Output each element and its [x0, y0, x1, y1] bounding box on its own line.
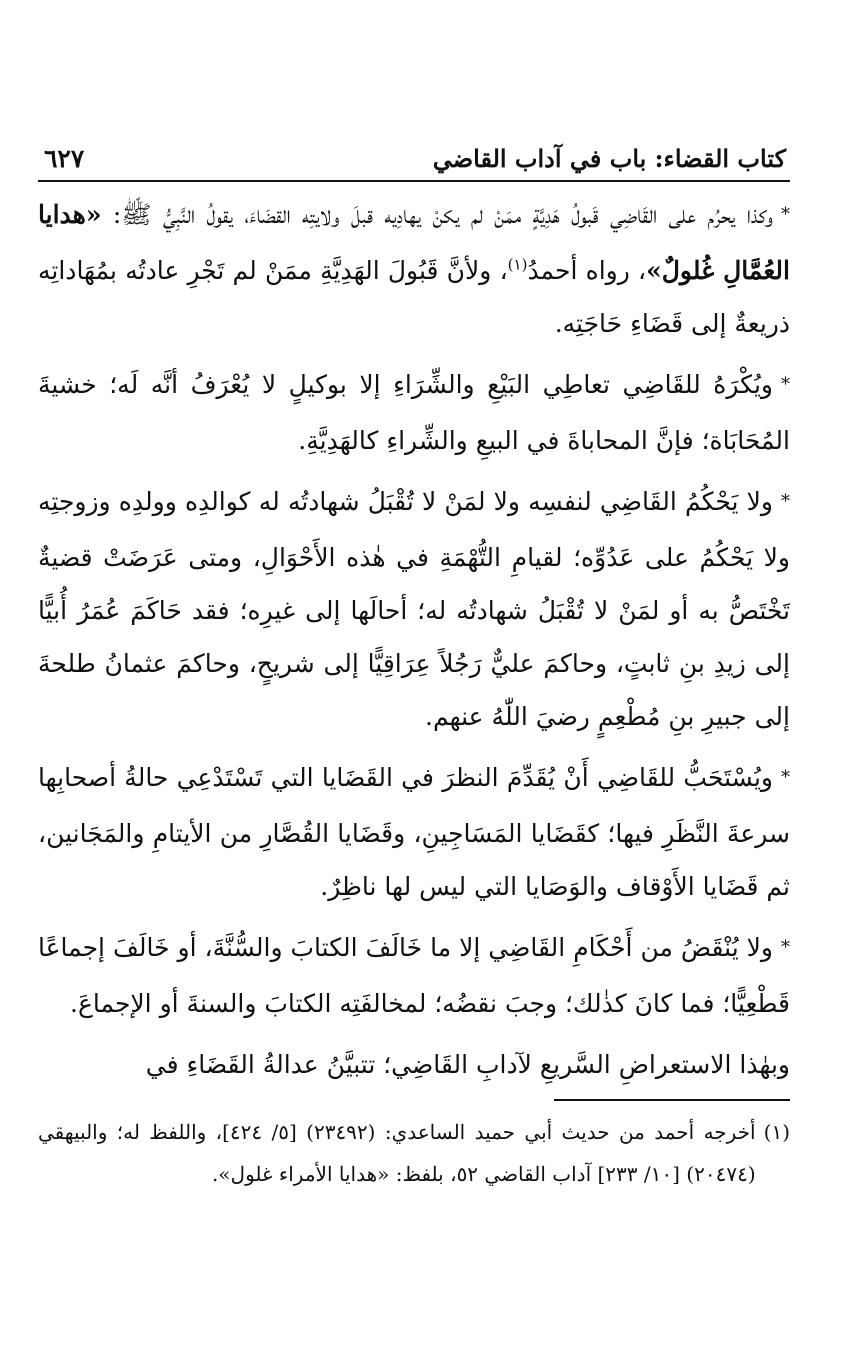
footnote	[38, 1111, 790, 1195]
paragraph-text: ولا يَحْكُمُ القَاضِي لنفسِه ولا لمَنْ لا تُقْبَلُ شهادتُه له كوالدِه وولدِه وزوجتِه ولا يَحْكُمُ على عَدُوِّه؛ لقيامِ التُّهْمَةِ في هٰذه الأَحْوَالِ، ومتى عَرَضَتْ قضيةٌ تَخْتَصُّ به أو لمَنْ لا تُقْبَلُ شهادتُه له؛ أحالَها إلى غيرِه؛ فقد حَاكَمَ عُمَرُ أُبيًّا إلى زيدِ بنِ ثابتٍ، وحاكمَ عليٌّ رَجُلاً عِرَاقِيًّا إلى شريحٍ، وحاكمَ عثمانُ طلحةَ إلى جبيرِ بنِ مُطْعِمٍ رضيَ اللّٰهُ عنهم.	[38, 487, 790, 731]
header-rule	[38, 180, 790, 182]
paragraph-text: ، رواه أحمدُ	[527, 256, 647, 285]
footnotes	[38, 1111, 790, 1195]
paragraph-gifts	[38, 188, 790, 350]
paragraph-overturn	[38, 921, 790, 1030]
chapter-title: كتاب القضاء: باب في آداب القاضي	[432, 144, 786, 173]
paragraph-text: ويُكْرَهُ للقَاضِي تعاطِي البَيْعِ والشِّرَاءِ إلا بوكيلٍ لا يُعْرَفُ أنَّه لَه؛ خشيةَ المُحَابَاة؛ فإنَّ المحاباةَ في البيعِ والشِّراءِ كالهَدِيَّةِ.	[38, 370, 790, 455]
footnote-number: (١)	[763, 1120, 790, 1144]
paragraph-text: ، ولأنَّ قَبُولَ الهَدِيَّةِ ممَنْ لم تَجْرِ عادتُه بمُهَاداتِه ذريعةٌ إلى قَضَاءِ حَاجَتِه.	[38, 256, 790, 338]
paragraph-text: ولا يُنْقَضُ من أَحْكَامِ القَاضِي إلا ما خَالَفَ الكتابَ والسُّنَّةَ، أو خَالَفَ إجماعًا قَطْعِيًّا؛ فما كانَ كذٰلك؛ وجبَ نقضُه؛ لمخالفَتِه الكتابَ والسنةَ أو الإجماعَ.	[38, 933, 790, 1018]
hadith-quote: «هدايا العُمَّالِ غُلولٌ»	[38, 200, 790, 285]
book-page	[38, 118, 790, 1348]
paragraph-conclusion	[38, 1038, 790, 1091]
paragraph-priority	[38, 751, 790, 913]
footnote-reference[interactable]: (١)	[507, 255, 528, 274]
paragraph-trade	[38, 358, 790, 467]
footnote-divider	[554, 1099, 790, 1101]
star-icon: *	[781, 374, 790, 395]
star-icon: *	[781, 937, 790, 958]
paragraph-text: وبهٰذا الاستعراضِ السَّريعِ لآدابِ القَاضِي؛ تتبيَّنُ عدالةُ القَضَاءِ في	[145, 1050, 790, 1079]
running-header	[38, 118, 790, 176]
star-icon: *	[781, 204, 790, 225]
paragraph-conflict	[38, 475, 790, 743]
body-text	[38, 188, 790, 1091]
star-icon: *	[781, 491, 790, 512]
paragraph-text: وكذا يحرُم على القَاضِي قَبولُ هَدِيَّةٍ ممَنْ لم يكنْ يهادِيه قبلَ ولايتِه القضَاءَ، يقولُ النَّبِيُّ ﷺ:	[101, 200, 773, 229]
page-number: ٦٢٧	[44, 144, 85, 173]
footnote-text: أخرجه أحمد من حديث أبي حميد الساعدي: (٢٣٤٩٢) [٥/ ٤٢٤]، واللفظ له؛ والبيهقي (٢٠٤٧٤) [١٠/ ٢٣٣] آداب القاضي ٥٢، بلفظ: «هدايا الأمراء غلول».	[38, 1120, 756, 1186]
paragraph-text: ويُسْتَحَبُّ للقَاضِي أَنْ يُقَدِّمَ النظرَ في القَضَايا التي تَسْتَدْعِي حالةُ أصحابِها سرعةَ النَّظَرِ فيها؛ كقَضَايا المَسَاجِينِ، وقَضَايا القُصَّارِ من الأيتامِ والمَجَانين، ثم قَضَايا الأَوْقاف والوَصَايا التي ليس لها ناظِرٌ.	[38, 763, 790, 901]
star-icon: *	[781, 767, 790, 788]
